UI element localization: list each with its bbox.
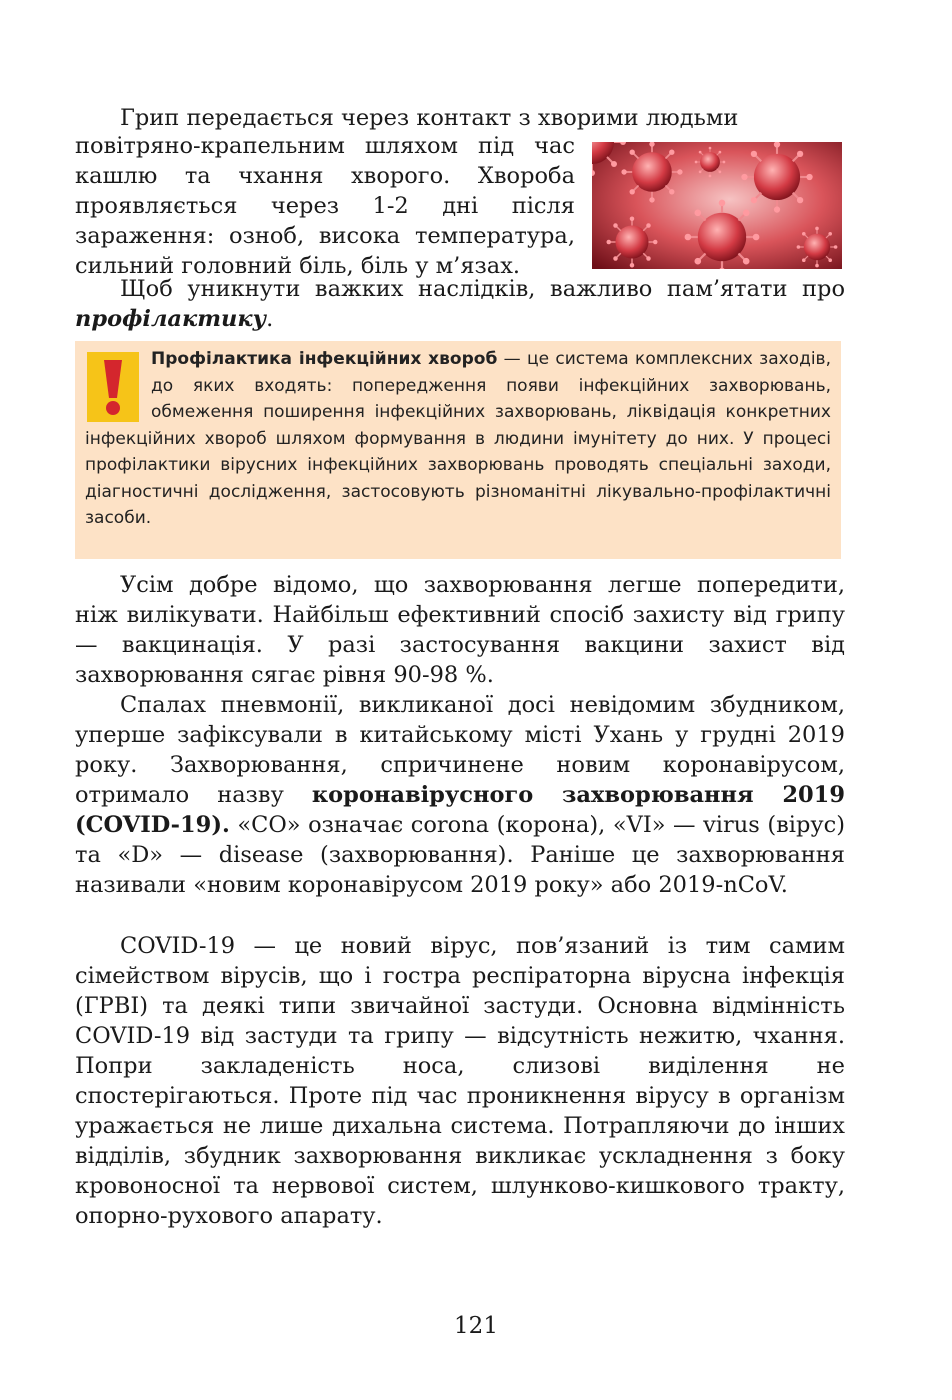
- covid-name-bold: коронавірусного захворювання 2019 (COVID-19).: [75, 782, 845, 838]
- paragraph-vaccination: Усім добре відомо, що захворювання легше попередити, ніж вилікувати. Найбільш ефективний спосіб захисту від грипу — вакцинація. У разі застосування вакцини захист від захворювання сягає рівня 90-98 %.: [75, 572, 845, 688]
- prevention-end: .: [266, 306, 274, 332]
- prevention-emphasis: профілактику: [75, 306, 267, 332]
- paragraph-covid-description: COVID-19 — це новий вірус, пов’язаний із тим самим сімейством вірусів, що і гостра респіраторна вірусна інфекція (ГРВІ) та деякі типи звичайної застуди. Основна відмінність COVID-19 від застуди та грипу — відсутність нежитю, чхання. Попри закладеність носа, слизові виділення не спостерігаються. Проте під час проникнення вірусу в організм уражається не лише дихальна система. Потрапляючи до інших відділів, збудник захворювання викликає ускладнення з боку кровоносної та нервової систем, шлунково-кишкового тракту, опорно-рухового апарату.: [75, 933, 845, 1229]
- covid-origin-text-2: «CO» означає corona (корона), «VI» — virus (вірус) та «D» — disease (захворювання). Раніше це захворювання називали «новим коронавірусом 2019 року» або 2019-nCoV.: [75, 812, 845, 898]
- paragraph-flu-intro: Грип передається через контакт з хворими людьми: [120, 105, 739, 131]
- definition-term: Профілактика інфекційних хвороб: [151, 349, 498, 369]
- definition-box: [75, 341, 841, 559]
- paragraph-prevention: [75, 274, 845, 334]
- paragraph-flu-intro-continued: повітряно-крапельним шляхом під час кашлю та чхання хворого. Хвороба проявляється через 1-2 дні після зараження: озноб, висока температура, сильний головний біль, біль у м’язах.: [75, 133, 575, 279]
- page-number: 121: [454, 1313, 498, 1339]
- prevention-text: Щоб уникнути важких наслідків, важливо пам’ятати про: [120, 276, 845, 302]
- covid-origin-text: Спалах пневмонії, викликаної досі невідомим збудником, уперше зафіксували в китайському місті Ухань у грудні 2019 року. Захворювання, спричинене новим коронавірусом, отримало назву: [75, 692, 845, 808]
- definition-body: — це система комплексних заходів, до яких входять: попередження появи інфекційних захворювань, обмеження поширення інфекційних захворювань, ліквідація конкретних інфекційних хвороб шляхом формування в людини імунітету до них. У процесі профілактики вірусних інфекційних захворювань проводять спеціальні заходи, діагностичні дослідження, застосовують різноманітні лікувально-профілактичні засоби.: [85, 349, 831, 528]
- coronavirus-image: [592, 142, 842, 269]
- paragraph-covid-origin: [75, 690, 845, 900]
- exclamation-icon: [87, 352, 139, 422]
